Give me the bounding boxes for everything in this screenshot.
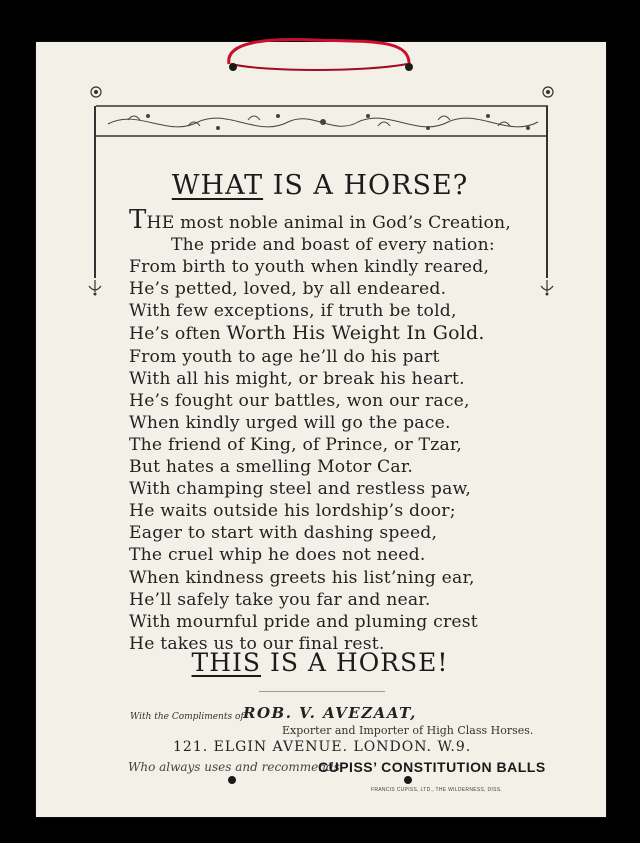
compliments-text: With the Compliments of — [130, 712, 244, 722]
poem-line-15: Eager to start with dashing speed, — [129, 523, 438, 544]
poem-line-8: With all his might, or break his heart. — [129, 368, 465, 389]
poem-line-20: He takes us to our final rest. — [129, 633, 385, 654]
poem-line-14: He waits outside his lordship’s door; — [129, 501, 456, 522]
advertiser-name: ROB. V. AVEZAAT, — [243, 704, 417, 722]
divider — [259, 691, 385, 692]
address-text: 121. ELGIN AVENUE. LONDON. W.9. — [173, 739, 472, 755]
poem-line-16: The cruel whip he does not need. — [129, 545, 426, 566]
poem-line-11: The friend of King, of Prince, or Tzar, — [129, 434, 463, 455]
hanging-hole-right — [405, 63, 413, 71]
title-rest: IS A HORSE? — [272, 170, 469, 201]
hanging-cord — [205, 32, 435, 72]
poem-title — [0, 170, 640, 201]
closing-rest: IS A HORSE! — [269, 648, 449, 677]
printer-imprint: FRANCIS CUPISS, LTD., THE WILDERNESS, DISS. — [371, 787, 503, 793]
poem-line-9: He’s fought our battles, won our race, — [129, 390, 470, 411]
poem-line-17: When kindness greets his list’ning ear, — [129, 567, 475, 588]
poem-line-7: From youth to age he’ll do his part — [129, 346, 440, 367]
bottom-hole-left — [228, 776, 236, 784]
closing-line — [0, 648, 640, 677]
fleuron-left — [87, 280, 103, 296]
fleuron-right — [539, 280, 555, 296]
poem-line-2: The pride and boast of every nation: — [171, 235, 495, 256]
poem-line-6: He’s often Worth His Weight In Gold. — [129, 322, 485, 345]
floral-border-ornament — [88, 80, 558, 140]
occupation-text: Exporter and Importer of High Class Horses. — [282, 724, 534, 737]
product-name: CUPISS’ CONSTITUTION BALLS — [318, 759, 546, 775]
closing-word-this: THIS — [191, 648, 262, 677]
poem-line-10: When kindly urged will go the pace. — [129, 412, 451, 433]
title-word-what: WHAT — [171, 170, 264, 201]
poem-line-18: He’ll safely take you far and near. — [129, 589, 431, 610]
poem-line-13: With champing steel and restless paw, — [129, 479, 472, 500]
bottom-hole-right — [404, 776, 412, 784]
poem-line-4: He’s petted, loved, by all endeared. — [129, 279, 447, 300]
poem-line-3: From birth to youth when kindly reared, — [129, 257, 490, 278]
poem-line-12: But hates a smelling Motor Car. — [129, 457, 414, 478]
worth-his-weight-emphasis: Worth His Weight In Gold. — [226, 322, 485, 345]
drop-cap: T — [129, 205, 147, 235]
poem-body — [129, 205, 529, 655]
poem-line-5: With few exceptions, if truth be told, — [129, 301, 457, 322]
recommends-text: Who always uses and recommends — [128, 760, 340, 774]
hanging-hole-left — [229, 63, 237, 71]
poem-line-1: THE most noble animal in God’s Creation, — [129, 205, 511, 235]
poem-line-19: With mournful pride and pluming crest — [129, 611, 478, 632]
